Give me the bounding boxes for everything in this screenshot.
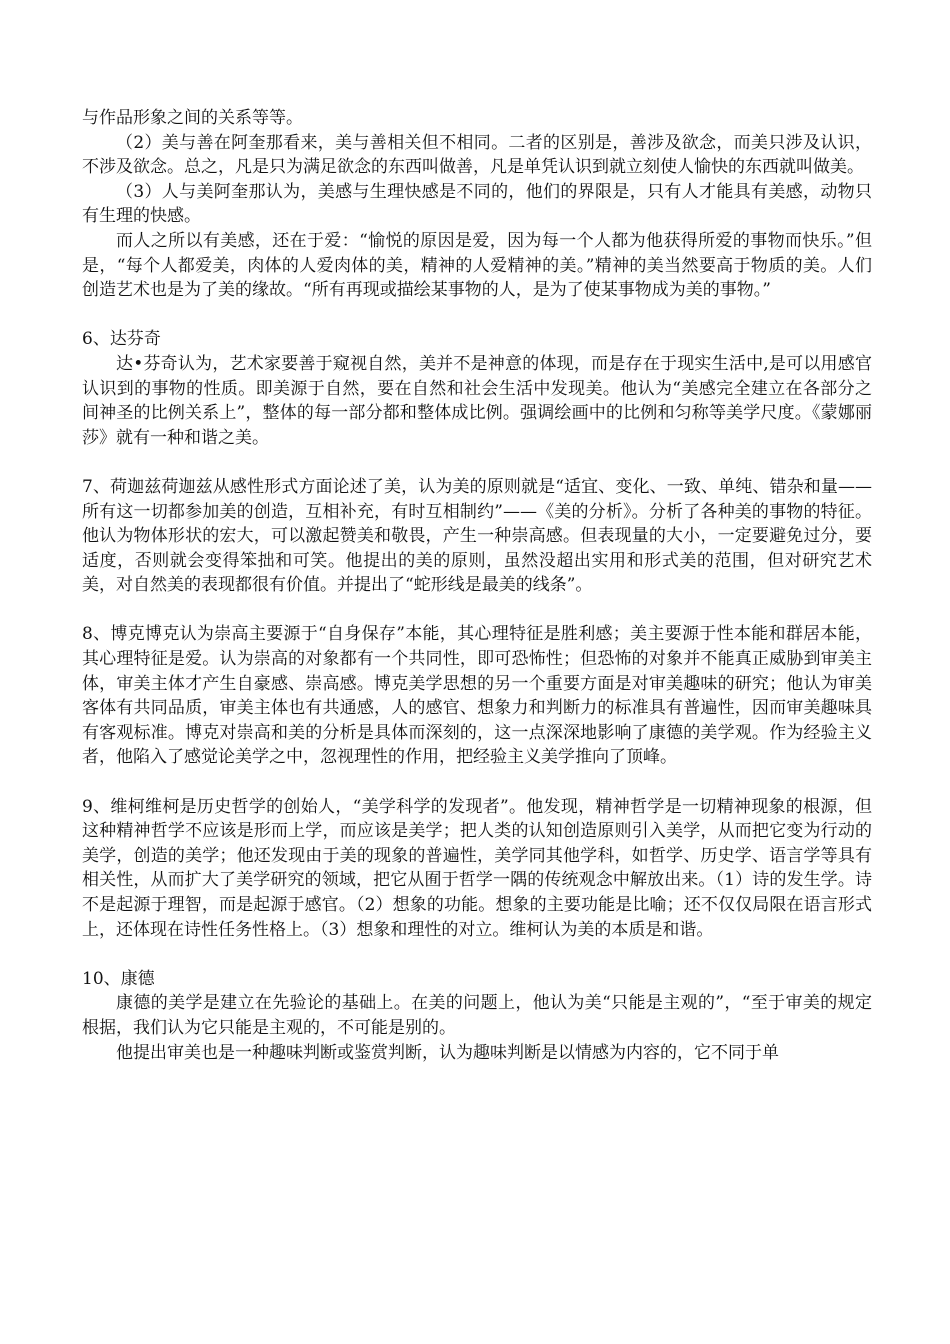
- section-paragraph: 7、荷迦兹荷迦兹从感性形式方面论述了美，认为美的原则就是“适宜、变化、一致、单纯、错杂和量——所有这一切都参加美的创造，互相补充，有时互相制约”——《美的分析》。分析了各种美的事物的特征。他认为物体形状的宏大，可以激起赞美和敬畏，产生一种崇高感。但表现量的大小，一定要避免过分，要适度，否则就会变得笨拙和可笑。他提出的美的原则，虽然没超出实用和形式美的范围，但对研究艺术美，对自然美的表现都很有价值。并提出了“蛇形线是最美的线条”。: [82, 476, 872, 596]
- paragraph-gap: [82, 598, 872, 623]
- section-heading: 6、达芬奇: [82, 329, 161, 350]
- paragraph: （2）美与善在阿奎那看来，美与善相关但不相同。二者的区别是，善涉及欲念，而美只涉及认识，不涉及欲念。总之，凡是只为满足欲念的东西叫做善，凡是单凭认识到就立刻使人愉快的东西就叫做美。: [82, 132, 872, 178]
- paragraph-gap: [82, 303, 872, 328]
- paragraph-gap: [82, 450, 872, 475]
- paragraph: 与作品形象之间的关系等等。: [82, 108, 303, 128]
- paragraph: 达•芬奇认为，艺术家要善于窥视自然，美并不是神意的体现，而是存在于现实生活中,是可以用感官认识到的事物的性质。即美源于自然，要在自然和社会生活中发现美。他认为“美感完全建立在各部分之间神圣的比例关系上”，整体的每一部分都和整体成比例。强调绘画中的比例和匀称等美学尺度。《蒙娜丽莎》就有一种和谐之美。: [82, 353, 872, 448]
- paragraph: 而人之所以有美感，还在于爱：“愉悦的原因是爱，因为每一个人都为他获得所爱的事物而快乐。”但是，“每个人都爱美，肉体的人爱肉体的美，精神的人爱精神的美。”精神的美当然要高于物质的美。人们创造艺术也是为了美的缘故。“所有再现或描绘某事物的人，是为了使某事物成为美的事物。”: [82, 230, 872, 301]
- document-page: [82, 106, 872, 1065]
- paragraph: 他提出审美也是一种趣味判断或鉴赏判断，认为趣味判断是以情感为内容的，它不同于单: [116, 1042, 779, 1063]
- paragraph: 康德的美学是建立在先验论的基础上。在美的问题上，他认为美“只能是主观的”，“至于审美的规定根据，我们认为它只能是主观的，不可能是别的。: [82, 993, 872, 1038]
- section-heading: 10、康德: [82, 968, 155, 989]
- paragraph: （3）人与美阿奎那认为，美感与生理快感是不同的，他们的界限是，只有人才能具有美感，动物只有生理的快感。: [82, 181, 872, 227]
- section-paragraph: 8、博克博克认为崇高主要源于“自身保存”本能，其心理特征是胜利感；美主要源于性本能和群居本能，其心理特征是爱。认为崇高的对象都有一个共同性，即可恐怖性；但恐怖的对象并不能真正威胁到审美主体，审美主体才产生自豪感、崇高感。博克美学思想的另一个重要方面是对审美趣味的研究；他认为审美客体有共同品质，审美主体也有共通感，人的感官、想象力和判断力的标准具有普遍性，因而审美趣味具有客观标准。博克对崇高和美的分析是具体而深刻的，这一点深深地影响了康德的美学观。作为经验主义者，他陷入了感觉论美学之中，忽视理性的作用，把经验主义美学推向了顶峰。: [82, 624, 872, 768]
- paragraph-gap: [82, 770, 872, 795]
- paragraph-gap: [82, 942, 872, 967]
- section-paragraph: 9、维柯维柯是历史哲学的创始人，“美学科学的发现者”。他发现，精神哲学是一切精神现象的根源，但这种精神哲学不应该是形而上学，而应该是美学；把人类的认知创造原则引入美学，从而把它变为行动的美学，创造的美学；他还发现由于美的现象的普遍性，美学同其他学科，如哲学、历史学、语言学等具有相关性，从而扩大了美学研究的领域，把它从囿于哲学一隅的传统观念中解放出来。（1）诗的发生学。诗不是起源于理智，而是起源于感官。（2）想象的功能。想象的主要功能是比喻；还不仅仅局限在语言形式上，还体现在诗性任务性格上。（3）想象和理性的对立。维柯认为美的本质是和谐。: [82, 796, 872, 940]
